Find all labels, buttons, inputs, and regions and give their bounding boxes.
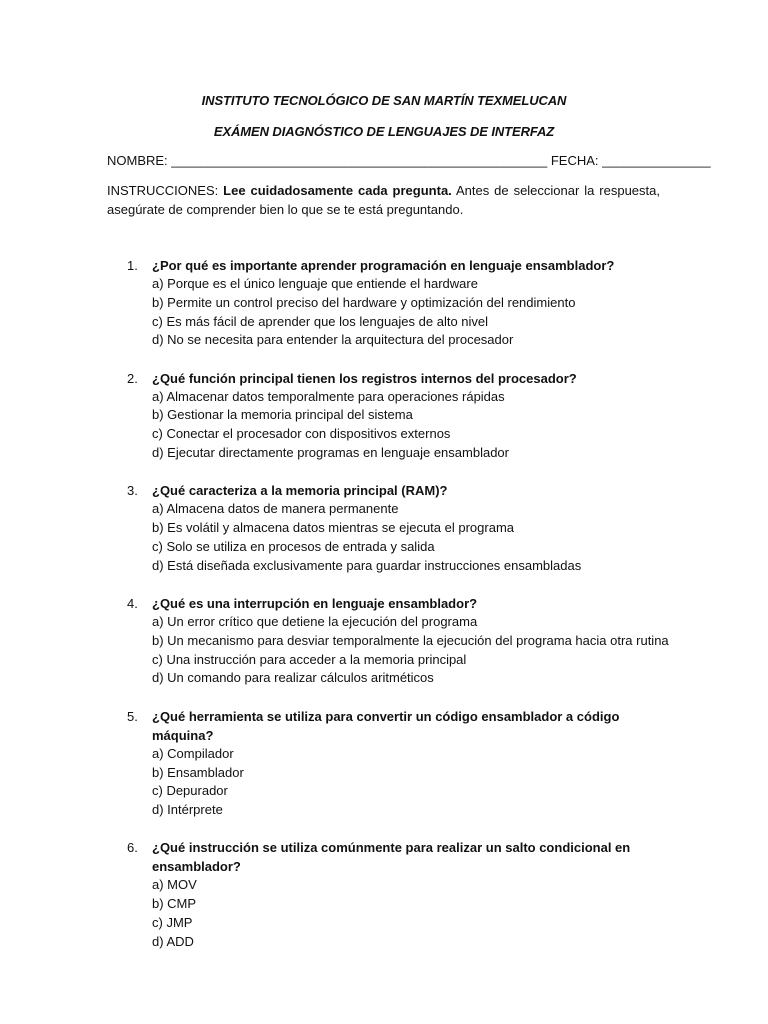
answer-option: b) CMP (152, 896, 197, 912)
question-item (0, 838, 768, 951)
answer-option: b) Permite un control preciso del hardware y optimización del rendimiento (152, 294, 576, 310)
answer-option: a) Un error crítico que detiene la ejecución del programa (152, 614, 478, 630)
answer-option: d) Está diseñada exclusivamente para guardar instrucciones ensambladas (152, 557, 582, 573)
question-item (0, 594, 768, 688)
question-text: ¿Por qué es importante aprender programación en lenguaje ensamblador? (152, 258, 615, 273)
answer-option: a) Almacena datos de manera permanente (152, 501, 399, 517)
answer-option: d) Ejecutar directamente programas en lenguaje ensamblador (152, 445, 509, 461)
question-number: 3. (127, 483, 138, 499)
answer-option: c) Solo se utiliza en procesos de entrada y salida (152, 538, 435, 554)
answer-option: d) No se necesita para entender la arquitectura del procesador (152, 332, 514, 348)
answer-option: d) Intérprete (152, 802, 223, 818)
answer-option: c) Depurador (152, 783, 228, 799)
question-text: ¿Qué instrucción se utiliza comúnmente para realizar un salto condicional en ensamblador? (152, 840, 631, 875)
answer-option: b) Gestionar la memoria principal del sistema (152, 407, 413, 423)
instructions-label: INSTRUCCIONES: (107, 183, 219, 198)
question-text: ¿Qué caracteriza a la memoria principal (RAM)? (152, 483, 448, 499)
institution-title: INSTITUTO TECNOLÓGICO DE SAN MARTÍN TEXMELUCAN (201, 93, 567, 108)
instructions-paragraph (107, 181, 660, 219)
answer-option: d) Un comando para realizar cálculos aritméticos (152, 670, 434, 686)
answer-option: b) Un mecanismo para desviar temporalmente la ejecución del programa hacia otra rutina (152, 632, 669, 648)
answer-option: a) Almacenar datos temporalmente para operaciones rápidas (152, 388, 505, 404)
question-number: 5. (127, 708, 138, 724)
exam-title: EXÁMEN DIAGNÓSTICO DE LENGUAJES DE INTERFAZ (213, 124, 555, 139)
answer-option: c) JMP (152, 915, 193, 931)
instructions-text: Antes de seleccionar la respuesta, asegúrate de comprender bien lo que se te está preguntando. (107, 183, 660, 217)
question-number: 2. (127, 370, 138, 386)
answer-option: a) MOV (152, 877, 197, 893)
answer-option: b) Ensamblador (152, 764, 244, 780)
question-text: ¿Qué es una interrupción en lenguaje ensamblador? (152, 596, 478, 612)
answer-option: d) ADD (152, 933, 194, 949)
answer-option: c) Es más fácil de aprender que los lenguajes de alto nivel (152, 313, 489, 329)
answer-option: c) Una instrucción para acceder a la memoria principal (152, 651, 467, 667)
question-item (0, 707, 768, 820)
name-date-fields: NOMBRE: ____________________________________________________ FECHA: _______________ (107, 153, 711, 168)
instructions-emphasis: Lee cuidadosamente cada pregunta. (223, 183, 452, 198)
question-item (0, 481, 768, 575)
answer-option: c) Conectar el procesador con dispositivos externos (152, 426, 451, 442)
question-item (0, 369, 768, 463)
question-text: ¿Qué herramienta se utiliza para convertir un código ensamblador a código máquina? (152, 708, 620, 743)
question-number: 4. (127, 596, 138, 612)
answer-option: a) Porque es el único lenguaje que entiende el hardware (152, 276, 478, 291)
question-item (0, 256, 768, 350)
question-number: 1. (127, 258, 138, 273)
question-number: 6. (127, 840, 138, 856)
answer-option: a) Compilador (152, 745, 234, 761)
question-text: ¿Qué función principal tienen los registros internos del procesador? (152, 370, 577, 386)
question-list (0, 256, 768, 970)
answer-option: b) Es volátil y almacena datos mientras se ejecuta el programa (152, 520, 515, 536)
